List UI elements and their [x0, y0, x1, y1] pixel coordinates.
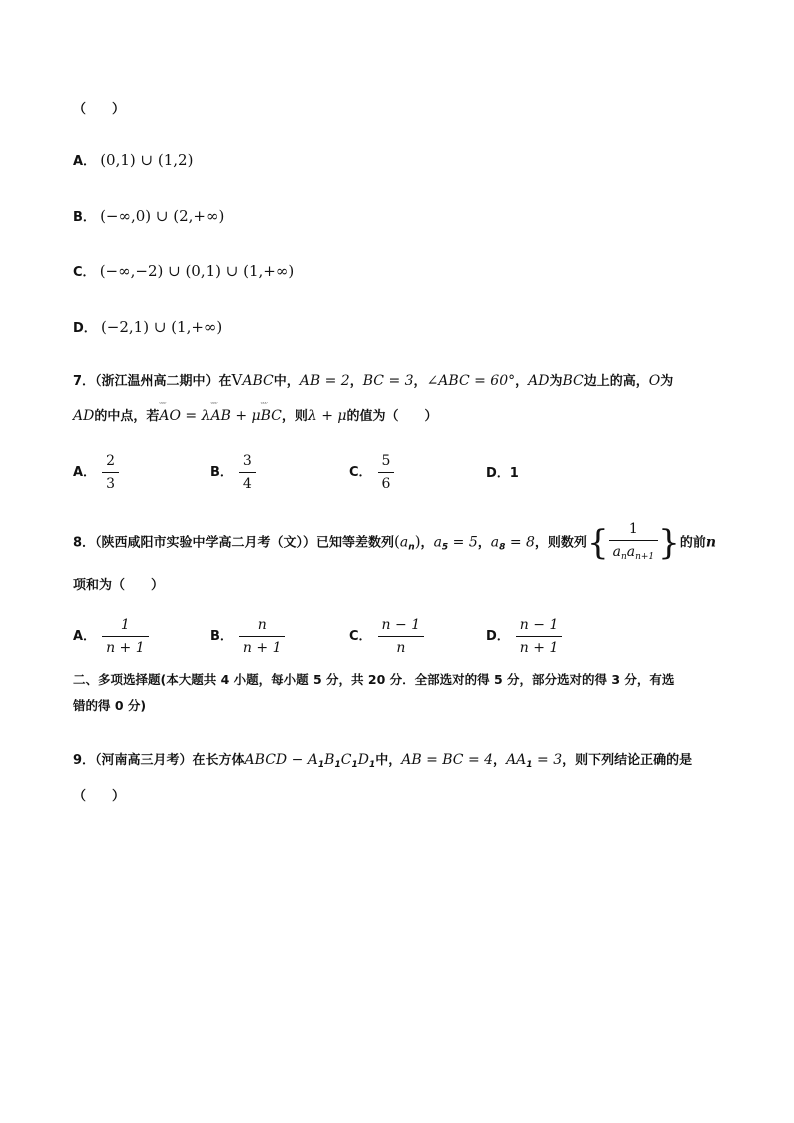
brace-left: {: [586, 523, 609, 563]
denominator: n + 1: [106, 640, 145, 656]
option-label: C．: [73, 265, 96, 280]
q8-sub: 5: [441, 542, 449, 553]
q7-text: 的中点，若: [94, 409, 160, 424]
q8-math-a8: a: [490, 534, 500, 551]
option-label: C．: [349, 629, 372, 644]
q9-math: ABCD − A: [244, 752, 318, 768]
q8-math-a5: a: [433, 534, 442, 551]
q7-prefix: 7．（浙江温州高二期中）在: [73, 374, 232, 389]
fraction: [102, 616, 149, 657]
numerator: 1: [628, 521, 638, 537]
q7-math-ab: AB = 2: [299, 373, 350, 389]
option-label: B．: [210, 465, 233, 480]
numerator: n − 1: [381, 617, 421, 633]
q8-math-eq8: = 8: [505, 534, 535, 551]
q7-option-c: [349, 452, 394, 493]
option-math: (−∞,0) ∪ (2,+∞): [100, 207, 225, 225]
seq-sub: n: [408, 542, 415, 553]
q7-text: 边上的高，: [583, 374, 649, 389]
section2-heading-line2: 错的得 0 分): [73, 698, 147, 713]
q7-math-o: O: [648, 373, 661, 389]
numerator: 1: [120, 617, 130, 633]
denominator: n + 1: [242, 640, 282, 656]
triangle-name: ABC: [242, 373, 274, 389]
q6-option-b: [73, 206, 224, 228]
q9-sub: 1: [368, 760, 376, 770]
denominator: n: [396, 640, 406, 656]
q9-stem-line1: [73, 750, 692, 775]
numerator: 5: [381, 453, 391, 469]
brace-right: }: [658, 523, 680, 563]
q9-sub: 1: [334, 760, 341, 770]
q7-text: 的值为（ ）: [346, 409, 438, 424]
q8-sub: 8: [499, 542, 506, 553]
seq-fraction: [609, 520, 659, 566]
option-label: D．: [73, 321, 97, 336]
den-sub2: n+1: [635, 552, 655, 562]
option-label: D．: [486, 629, 510, 644]
vector-bc: ᵕᵕᵕ BC: [261, 406, 282, 426]
fraction: [516, 616, 563, 657]
q6-option-d: [73, 317, 222, 339]
option-label: A．: [73, 154, 97, 169]
q6-option-a: [73, 150, 193, 172]
denominator: [609, 541, 659, 566]
den-sub1: n: [620, 552, 627, 562]
fraction: [102, 452, 119, 493]
numerator: n: [257, 617, 267, 633]
q7-math-ad: AD: [73, 408, 95, 424]
fraction: [239, 616, 286, 657]
q7-stem-line2: [73, 406, 438, 427]
denominator: 4: [242, 476, 252, 492]
q9-sub: 1: [526, 760, 533, 770]
den-a1: a: [612, 544, 621, 560]
q8-text: 的前: [679, 535, 706, 551]
seq-a: a: [399, 534, 409, 551]
q7-text: ，: [413, 374, 427, 389]
den-a2: a: [626, 544, 636, 560]
numerator: n − 1: [519, 617, 559, 633]
q9-sub: 1: [351, 760, 358, 770]
denominator: 3: [106, 476, 115, 492]
fraction: [378, 616, 425, 657]
q7-option-a: [73, 452, 119, 493]
q8-text: ，: [420, 535, 434, 551]
q7-text: 为: [660, 374, 674, 389]
q7-option-d: [486, 462, 519, 481]
q7-option-b: [210, 452, 256, 493]
option-label: D．: [486, 466, 510, 481]
q9-math-eq3: = 3: [532, 752, 563, 768]
q9-text: ，: [493, 753, 507, 768]
option-label: A．: [73, 465, 97, 480]
seq-close: ): [414, 532, 421, 551]
option-label: A．: [73, 629, 97, 644]
q7-math-eq: = λ: [180, 408, 211, 424]
q7-math-ad: AD: [528, 373, 550, 389]
section2-heading-line1: 二、多项选择题(本大题共 4 小题，每小题 5 分，共 20 分．全部选对的得 5 分，部分选对的得 3 分，有选: [73, 672, 675, 687]
q9-text: ，则下列结论正确的是: [562, 753, 693, 768]
q9-text: 中，: [375, 753, 402, 768]
option-math: (−∞,−2) ∪ (0,1) ∪ (1,+∞): [99, 262, 295, 280]
q7-math-bc: BC = 3: [362, 373, 414, 389]
vector-ao: ᵕᵕᵕ AO: [159, 406, 181, 426]
q9-sub: 1: [317, 760, 325, 770]
q7-math-plus: + μ: [230, 408, 261, 424]
option-math: (0,1) ∪ (1,2): [100, 151, 194, 169]
q7-stem-line1: [73, 370, 673, 392]
q8-text: ，: [477, 535, 491, 551]
fraction: [239, 452, 256, 493]
option-label: B．: [73, 210, 96, 225]
q9-prefix: 9．（河南高三月考）在长方体: [73, 753, 245, 768]
q8-math-eq5: = 5: [448, 534, 478, 551]
q9-math-aa1: AA: [506, 752, 527, 768]
q7-math-lambda-mu: λ + μ: [307, 408, 347, 424]
option-label: B．: [210, 629, 233, 644]
triangle-symbol: V: [231, 371, 243, 389]
q9-math: D: [357, 752, 369, 768]
q8-math-n: n: [705, 534, 717, 551]
q8-option-c: [349, 616, 424, 657]
q6-option-c: [73, 261, 294, 283]
vector-ab: ᵕᵕᵕ AB: [210, 406, 230, 426]
q7-math-bc2: BC: [562, 373, 584, 389]
q9-math: C: [340, 752, 352, 768]
q9-math: B: [324, 752, 335, 768]
denominator: 6: [381, 476, 391, 492]
q9-math-ab-bc: AB = BC = 4: [401, 752, 494, 768]
q8-prefix: 8．（陕西咸阳市实验中学高二月考（文））已知等差数列: [73, 535, 395, 551]
q9-answer-paren: （ ）: [73, 789, 126, 804]
q7-text: 为: [549, 374, 563, 389]
option-label: C．: [349, 465, 372, 480]
q8-stem-line1: [73, 520, 716, 566]
q8-option-d: [486, 616, 562, 657]
q7-text: ，: [349, 374, 363, 389]
q7-text: ，则: [281, 409, 308, 424]
numerator: 3: [242, 453, 252, 469]
q7-text: 中，: [273, 374, 300, 389]
q7-math-angle: ∠ABC = 60°: [426, 373, 516, 389]
q8-option-a: [73, 616, 149, 657]
fraction: [378, 452, 395, 493]
q7-text: ，: [515, 374, 529, 389]
denominator: n + 1: [519, 640, 559, 656]
q8-stem-line2: 项和为（ ）: [73, 578, 165, 593]
q8-option-b: [210, 616, 285, 657]
q8-text: ，则数列: [534, 535, 587, 551]
numerator: 2: [106, 453, 115, 469]
seq-open: (: [394, 532, 400, 551]
q6-answer-paren: （ ）: [73, 102, 126, 117]
option-math: (−2,1) ∪ (1,+∞): [100, 318, 223, 336]
option-value: 1: [509, 466, 519, 481]
